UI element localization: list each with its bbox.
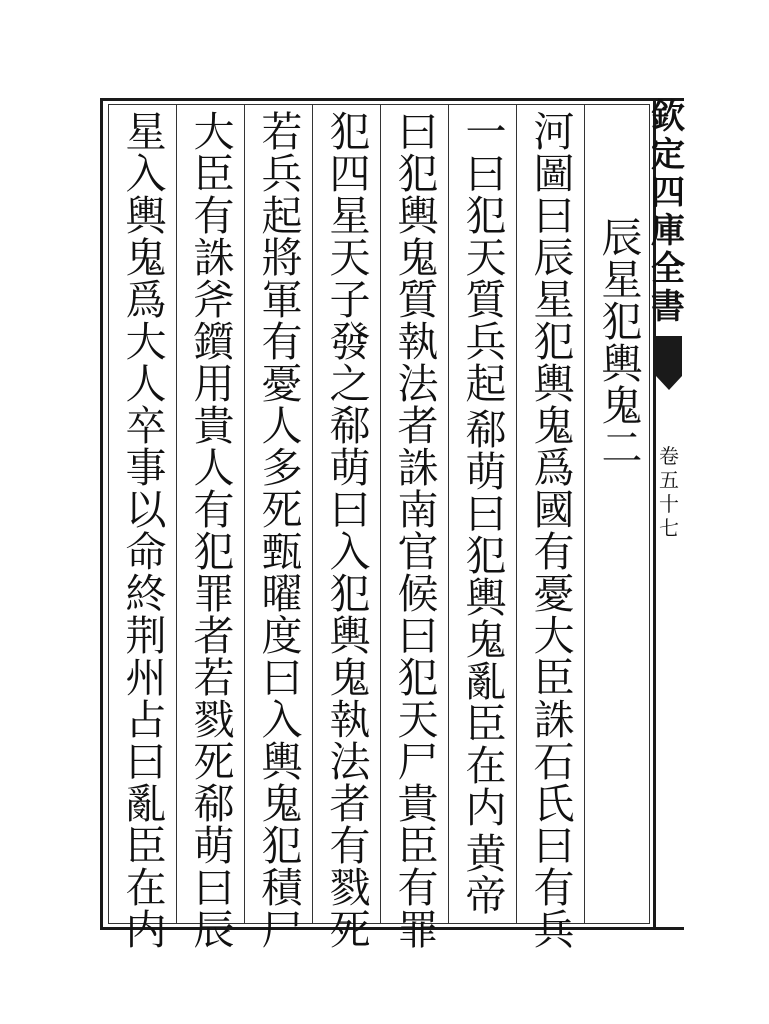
column-rule: [176, 104, 177, 924]
text-segment: 辰 星 犯 輿 鬼 二: [601, 214, 643, 472]
text-segment: 犯 四 星 天 子 發 之: [329, 108, 371, 408]
text-segment: 石 氏 曰 有 兵: [533, 738, 575, 954]
text-column-3: [392, 108, 444, 954]
book-title-vertical: 欽 定 四 庫 全 書: [651, 97, 685, 327]
column-rule: [584, 104, 585, 924]
column-rule: [448, 104, 449, 924]
text-segment: 甄 曜 度 曰 入 輿 鬼 犯 積 尸: [261, 528, 303, 954]
text-column-6: [188, 108, 240, 954]
text-segment: 黄 帝: [465, 830, 507, 920]
column-rule: [244, 104, 245, 924]
text-column-2: [460, 108, 512, 920]
volume-label: 卷 五 十 七: [659, 444, 679, 540]
column-rule: [380, 104, 381, 924]
text-segment: 星 入 輿 鬼 爲 大 人 卒 事 以 命 終: [125, 108, 167, 618]
text-segment: 曰 犯 輿 鬼 質 執 法 者 誅: [397, 108, 439, 492]
column-rule: [312, 104, 313, 924]
column-rule: [516, 104, 517, 924]
text-segment: 郗 萌 曰 犯 輿 鬼 亂 臣 在 内: [465, 406, 507, 832]
text-segment: 郗 萌 曰 辰: [193, 780, 235, 954]
text-segment: 荆 州 占 曰 亂 臣 在 内: [125, 612, 167, 954]
text-segment: 郗 萌 曰 入 犯 輿 鬼 執 法 者 有 戮 死: [329, 402, 371, 954]
text-segment: 河 圖 曰 辰 星 犯 輿 鬼 爲 國 有 憂 大 臣 誅: [533, 108, 575, 744]
text-segment: 大 臣 有 誅 斧 鑕 用 貴 人 有 犯 罪 者 若 戮 死: [193, 108, 235, 786]
text-column-1: [528, 108, 580, 954]
text-segment: 一 曰 犯 天 質 兵 起: [465, 108, 507, 408]
text-column-7: [120, 108, 172, 954]
text-column-5: [256, 108, 308, 954]
text-segment: 若 兵 起 將 軍 有 憂 人 多 死: [261, 108, 303, 534]
section-heading: [596, 214, 648, 1024]
text-column-4: [324, 108, 376, 954]
fish-tail-mark: [656, 336, 682, 376]
text-segment: 南 官 候 曰 犯 天 尸 貴 臣 有 罪: [397, 486, 439, 954]
